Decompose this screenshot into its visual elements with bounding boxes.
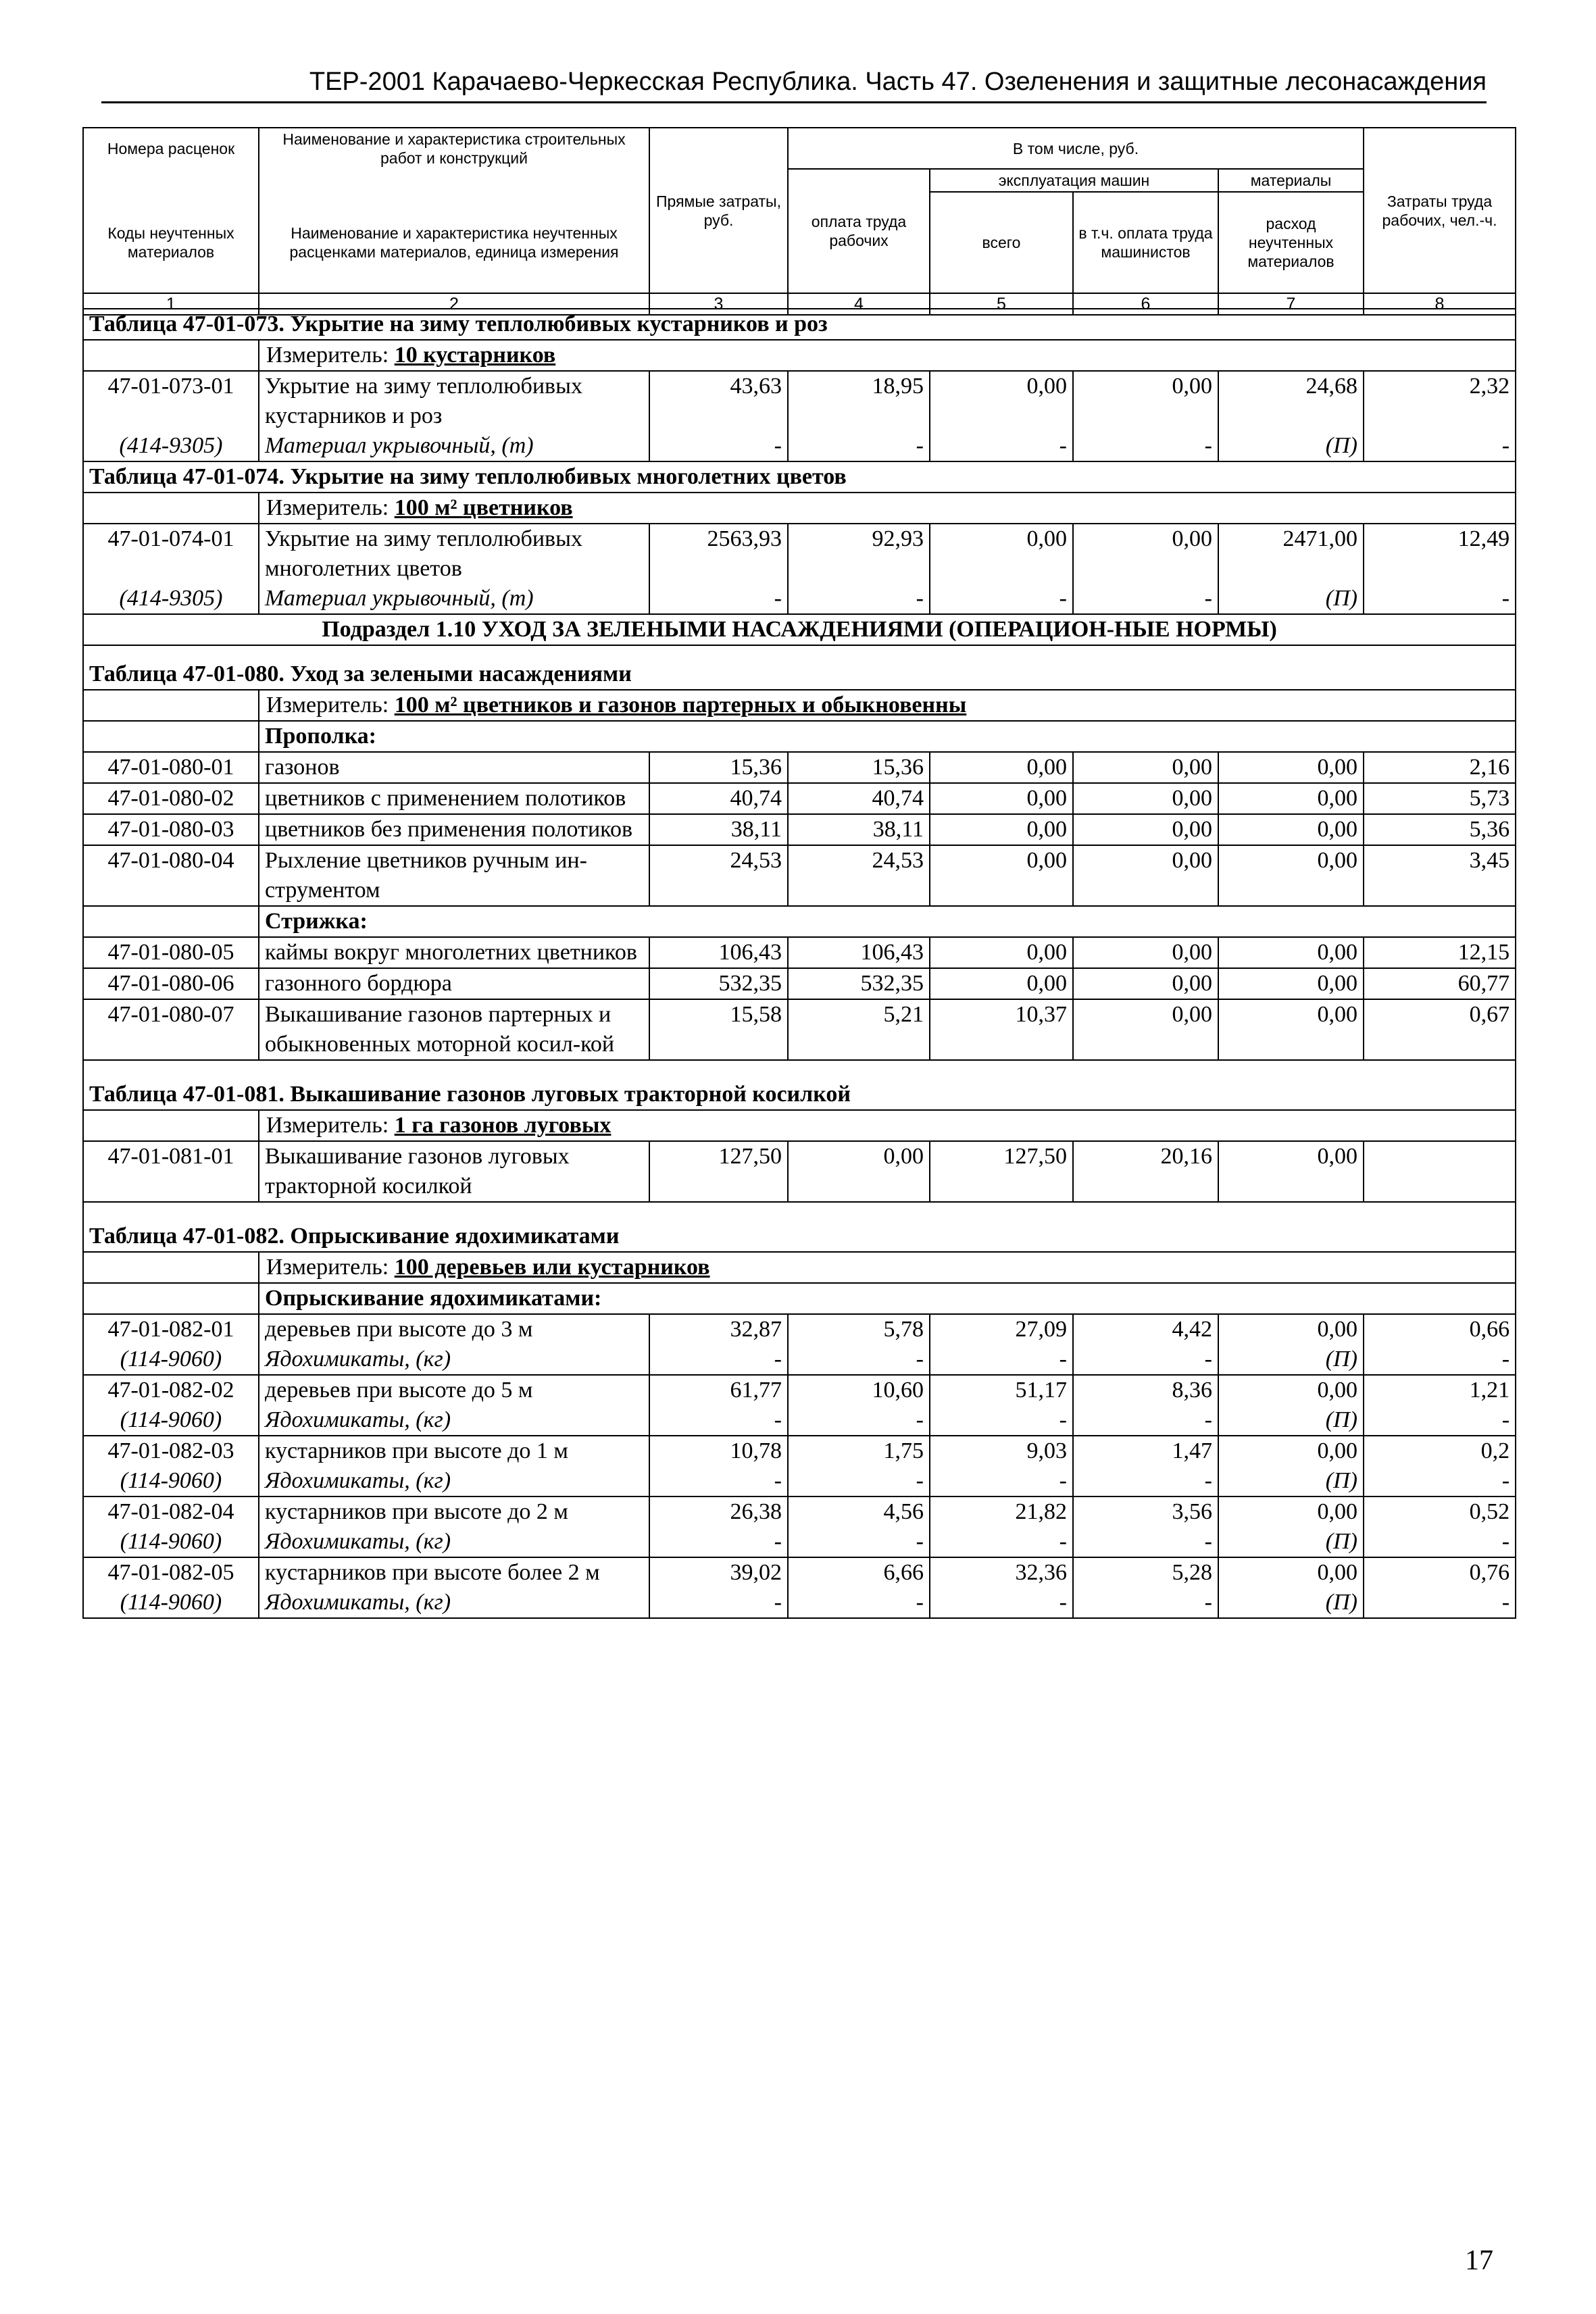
table-title: Таблица 47-01-080. Уход за зелеными насаждениями [83,645,1516,690]
table-cell: 15,36 [649,752,788,783]
table-cell: 32,87 [649,1314,788,1344]
column-number: 3 [649,293,788,315]
table-row [83,845,1516,906]
table-cell [83,493,259,524]
table-cell: (П) [1218,1527,1364,1557]
table-cell: 2,32 [1364,371,1516,431]
table-cell: Ядохимикаты, (кг) [259,1466,649,1496]
col2-header-top: Наименование и характеристика строительных работ и конструкций [259,128,649,169]
table-cell: 0,00 [1218,968,1364,999]
table-cell: деревьев при высоте до 5 м [259,1375,649,1405]
col5-header: всего [930,192,1073,293]
table-cell: Материал укрывочный, (т) [259,431,649,461]
table-cell: 0,00 [1073,968,1218,999]
table-cell: - [788,1527,930,1557]
table-cell [83,690,259,721]
table-row [83,937,1516,968]
table-cell: 47-01-080-04 [83,845,259,906]
table-cell: 47-01-074-01 [83,524,259,584]
rates-table [82,308,1516,1619]
table-cell: 2471,00 [1218,524,1364,584]
table-cell: 0,00 [930,968,1073,999]
table-cell: 0,52 [1364,1496,1516,1527]
column-number: 5 [930,293,1073,315]
table-title: Таблица 47-01-082. Опрыскивание ядохимикатами [83,1202,1516,1252]
measure-line: Измеритель: 10 кустарников [259,340,1516,371]
table-cell: - [1073,1344,1218,1375]
table-cell: 21,82 [930,1496,1073,1527]
table-cell: 0,00 [1073,371,1218,431]
col2-header-bottom: Наименование и характеристика неучтенных расценками материалов, единица измерения [259,192,649,293]
table-cell: 127,50 [649,1141,788,1202]
table-cell [259,169,649,192]
table-row [83,999,1516,1060]
table-cell: 47-01-082-04 [83,1496,259,1527]
table-cell: (114-9060) [83,1344,259,1375]
table-cell [83,1252,259,1283]
table-cell: 0,00 [1218,1375,1364,1405]
col1-header-bottom: Коды неучтенных материалов [83,192,259,293]
table-cell: 5,36 [1364,814,1516,845]
table-cell: - [930,584,1073,614]
table-cell: 0,00 [1218,1314,1364,1344]
table-cell: - [1364,584,1516,614]
material-row [83,1588,1516,1618]
table-cell: 27,09 [930,1314,1073,1344]
table-cell: 0,00 [1218,814,1364,845]
table-cell: 4,56 [788,1496,930,1527]
table-cell: 0,00 [1073,845,1218,906]
col6-header: в т.ч. оплата труда машинистов [1073,192,1218,293]
table-cell: - [788,1344,930,1375]
col8-header: Затраты труда рабочих, чел.-ч. [1364,128,1516,293]
table-cell: 0,00 [930,845,1073,906]
table-cell: 0,00 [1073,937,1218,968]
table-row [83,783,1516,814]
table-cell: 47-01-081-01 [83,1141,259,1202]
table-row [83,968,1516,999]
table-cell: - [649,1344,788,1375]
table-cell: 47-01-080-03 [83,814,259,845]
material-row [83,1527,1516,1557]
table-row [83,752,1516,783]
table-cell: 18,95 [788,371,930,431]
table-cell: 1,21 [1364,1375,1516,1405]
table-cell: - [788,584,930,614]
table-cell: каймы вокруг многолетних цветников [259,937,649,968]
table-cell: 5,73 [1364,783,1516,814]
table-row [83,1436,1516,1466]
table-cell: (414-9305) [83,584,259,614]
column-number: 1 [83,293,259,315]
table-cell: 24,53 [788,845,930,906]
material-row [83,1466,1516,1496]
table-row [83,1141,1516,1202]
table-cell: 47-01-080-02 [83,783,259,814]
table-cell: 47-01-080-06 [83,968,259,999]
table-cell: Рыхление цветников ручным ин-струментом [259,845,649,906]
included-header: В том числе, руб. [788,128,1364,169]
table-cell: - [649,431,788,461]
group-label: Прополка: [259,721,1516,752]
table-cell: 4,42 [1073,1314,1218,1344]
table-cell: 39,02 [649,1557,788,1588]
table-cell: 9,03 [930,1436,1073,1466]
col1-header-top: Номера расценок [83,128,259,169]
section-heading: Подраздел 1.10 УХОД ЗА ЗЕЛЕНЫМИ НАСАЖДЕНИЯМИ (ОПЕРАЦИОН-НЫЕ НОРМЫ) [83,614,1516,645]
table-cell: 5,21 [788,999,930,1060]
table-cell: - [1364,1405,1516,1436]
table-cell: 12,15 [1364,937,1516,968]
table-row [83,1375,1516,1405]
table-row [83,814,1516,845]
table-cell: - [788,431,930,461]
table-cell: 47-01-073-01 [83,371,259,431]
table-cell: - [930,1466,1073,1496]
table-cell: - [1364,431,1516,461]
table-cell: 10,60 [788,1375,930,1405]
table-cell: 0,00 [1218,752,1364,783]
material-row [83,1344,1516,1375]
table-cell: 0,00 [930,752,1073,783]
table-cell: 15,36 [788,752,930,783]
table-cell: - [930,1588,1073,1618]
table-cell: 15,58 [649,999,788,1060]
table-cell: - [1073,1527,1218,1557]
table-cell: 0,00 [788,1141,930,1202]
table-row [83,1314,1516,1344]
column-number: 6 [1073,293,1218,315]
table-cell: - [1073,1466,1218,1496]
table-cell: - [649,1466,788,1496]
table-cell: - [930,1527,1073,1557]
table-cell [83,169,259,192]
table-cell: 38,11 [649,814,788,845]
table-cell [83,721,259,752]
table-cell: Ядохимикаты, (кг) [259,1344,649,1375]
column-number: 2 [259,293,649,315]
table-cell: 60,77 [1364,968,1516,999]
table-title: Таблица 47-01-081. Выкашивание газонов луговых тракторной косилкой [83,1060,1516,1110]
measure-line: Измеритель: 100 м² цветников [259,493,1516,524]
table-cell: 47-01-082-05 [83,1557,259,1588]
table-cell: Укрытие на зиму теплолюбивых кустарников и роз [259,371,649,431]
table-cell: Выкашивание газонов партерных и обыкновенных моторной косил-кой [259,999,649,1060]
table-cell: - [788,1466,930,1496]
table-cell: 106,43 [649,937,788,968]
table-cell: 47-01-080-05 [83,937,259,968]
table-cell: 0,00 [1218,1557,1364,1588]
table-cell: 6,66 [788,1557,930,1588]
table-cell: 1,75 [788,1436,930,1466]
table-cell: 8,36 [1073,1375,1218,1405]
table-cell: 0,00 [1073,783,1218,814]
col7-header: расход неучтенных материалов [1218,192,1364,293]
table-cell: 0,00 [1218,1141,1364,1202]
table-cell: 92,93 [788,524,930,584]
table-cell: 26,38 [649,1496,788,1527]
table-cell: 0,76 [1364,1557,1516,1588]
page-number: 17 [1465,2245,1493,2276]
table-cell: 40,74 [788,783,930,814]
table-cell: 0,66 [1364,1314,1516,1344]
table-cell: цветников с применением полотиков [259,783,649,814]
table-row [83,1496,1516,1527]
table-cell: - [1364,1466,1516,1496]
material-row [83,584,1516,614]
table-cell: - [788,1588,930,1618]
table-cell: 0,00 [1218,1496,1364,1527]
table-cell: - [1073,1588,1218,1618]
table-cell [83,340,259,371]
table-cell: (П) [1218,584,1364,614]
table-cell: 47-01-080-01 [83,752,259,783]
table-cell: - [930,431,1073,461]
table-cell: цветников без применения полотиков [259,814,649,845]
table-cell: 47-01-082-02 [83,1375,259,1405]
table-cell: - [1073,584,1218,614]
table-cell: 51,17 [930,1375,1073,1405]
table-cell: 24,53 [649,845,788,906]
table-row [83,371,1516,431]
table-cell: газонов [259,752,649,783]
table-cell: - [649,1405,788,1436]
table-cell: - [1364,1344,1516,1375]
group-label: Стрижка: [259,906,1516,937]
table-cell: 0,00 [1073,752,1218,783]
running-header: ТЕР-2001 Карачаево-Черкесская Республика. Часть 47. Озеленения и защитные лесонасаждения [101,65,1487,103]
table-cell: 12,49 [1364,524,1516,584]
table-cell: 40,74 [649,783,788,814]
table-cell: деревьев при высоте до 3 м [259,1314,649,1344]
table-cell: 0,00 [1218,937,1364,968]
table-cell: 0,67 [1364,999,1516,1060]
table-row [83,524,1516,584]
table-cell [83,1110,259,1141]
table-cell: 32,36 [930,1557,1073,1588]
table-cell: (114-9060) [83,1527,259,1557]
table-cell: 127,50 [930,1141,1073,1202]
table-cell: (414-9305) [83,431,259,461]
table-cell: 0,00 [1218,1436,1364,1466]
table-cell: 106,43 [788,937,930,968]
table-cell: (114-9060) [83,1466,259,1496]
table-cell: 2,16 [1364,752,1516,783]
table-cell: 38,11 [788,814,930,845]
measure-line: Измеритель: 100 деревьев или кустарников [259,1252,1516,1283]
table-cell: 10,37 [930,999,1073,1060]
table-cell: - [649,1527,788,1557]
table-cell: (П) [1218,1588,1364,1618]
table-cell: - [1073,1405,1218,1436]
table-cell: Выкашивание газонов луговых тракторной косилкой [259,1141,649,1202]
table-cell [1364,1141,1516,1202]
table-cell: кустарников при высоте до 1 м [259,1436,649,1466]
table-cell: 43,63 [649,371,788,431]
table-cell: 20,16 [1073,1141,1218,1202]
table-cell: 0,00 [1073,814,1218,845]
table-cell: 0,00 [930,371,1073,431]
materials-header: материалы [1218,169,1364,192]
material-row [83,431,1516,461]
table-cell: - [1073,431,1218,461]
column-number: 8 [1364,293,1516,315]
table-cell: 0,00 [1073,524,1218,584]
table-cell: (114-9060) [83,1588,259,1618]
table-cell: (П) [1218,1466,1364,1496]
table-cell: Ядохимикаты, (кг) [259,1527,649,1557]
table-cell: (П) [1218,431,1364,461]
table-cell: - [930,1344,1073,1375]
table-cell: - [930,1405,1073,1436]
column-number: 7 [1218,293,1364,315]
table-cell [83,906,259,937]
table-cell: 532,35 [788,968,930,999]
table-title: Таблица 47-01-073. Укрытие на зиму теплолюбивых кустарников и роз [83,309,1516,340]
table-cell: 3,45 [1364,845,1516,906]
table-cell: 0,00 [1218,783,1364,814]
table-cell: 47-01-082-03 [83,1436,259,1466]
table-cell: - [649,1588,788,1618]
table-cell: - [788,1405,930,1436]
table-cell: 61,77 [649,1375,788,1405]
table-cell: 47-01-080-07 [83,999,259,1060]
table-cell: 24,68 [1218,371,1364,431]
table-cell: (П) [1218,1344,1364,1375]
table-cell: 1,47 [1073,1436,1218,1466]
table-cell: Материал укрывочный, (т) [259,584,649,614]
table-cell: кустарников при высоте более 2 м [259,1557,649,1588]
table-cell: 0,00 [1073,999,1218,1060]
table-cell: - [649,584,788,614]
table-cell: 0,00 [1218,999,1364,1060]
table-cell: газонного бордюра [259,968,649,999]
col4-header: оплата труда рабочих [788,169,930,293]
table-cell [83,1283,259,1314]
column-header-table [82,127,1516,316]
column-number: 4 [788,293,930,315]
measure-line: Измеритель: 100 м² цветников и газонов партерных и обыкновенны [259,690,1516,721]
table-cell: Ядохимикаты, (кг) [259,1405,649,1436]
table-cell: (П) [1218,1405,1364,1436]
table-cell: 10,78 [649,1436,788,1466]
table-cell: 532,35 [649,968,788,999]
table-title: Таблица 47-01-074. Укрытие на зиму теплолюбивых многолетних цветов [83,461,1516,493]
table-cell: 2563,93 [649,524,788,584]
table-cell: 0,00 [930,524,1073,584]
table-cell: (114-9060) [83,1405,259,1436]
col3-header: Прямые затраты, руб. [649,128,788,293]
table-cell: 0,00 [930,783,1073,814]
table-cell: Укрытие на зиму теплолюбивых многолетних цветов [259,524,649,584]
table-cell: Ядохимикаты, (кг) [259,1588,649,1618]
table-cell: 5,78 [788,1314,930,1344]
table-cell: 0,00 [930,814,1073,845]
table-cell: - [1364,1527,1516,1557]
table-cell: 0,00 [930,937,1073,968]
group-label: Опрыскивание ядохимикатами: [259,1283,1516,1314]
table-cell: - [1364,1588,1516,1618]
table-cell: 0,2 [1364,1436,1516,1466]
table-cell: 3,56 [1073,1496,1218,1527]
table-cell: кустарников при высоте до 2 м [259,1496,649,1527]
table-cell: 0,00 [1218,845,1364,906]
table-cell: 47-01-082-01 [83,1314,259,1344]
measure-line: Измеритель: 1 га газонов луговых [259,1110,1516,1141]
material-row [83,1405,1516,1436]
machines-header: эксплуатация машин [930,169,1218,192]
table-cell: 5,28 [1073,1557,1218,1588]
table-row [83,1557,1516,1588]
